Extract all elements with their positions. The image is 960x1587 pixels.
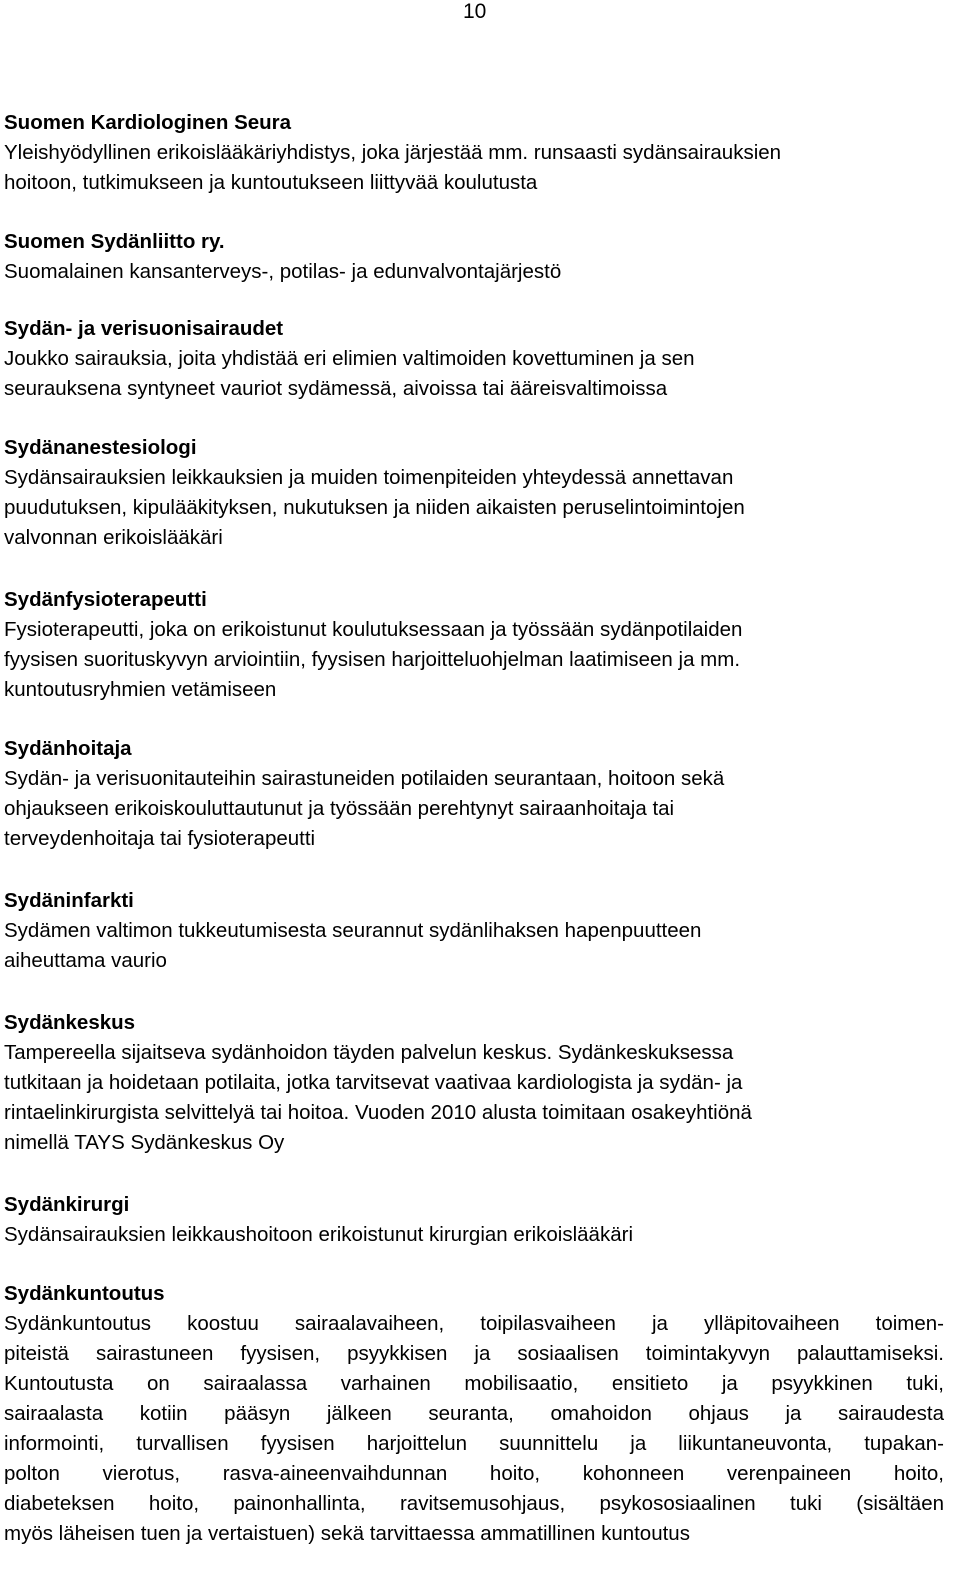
glossary-entry	[4, 1279, 944, 1549]
definition-line: Suomalainen kansanterveys-, potilas- ja edunvalvontajärjestö	[4, 260, 562, 283]
definition-line: valvonnan erikoislääkäri	[4, 526, 223, 549]
glossary-term: Sydänkuntoutus	[4, 1282, 165, 1305]
definition-line: myös läheisen tuen ja vertaistuen) sekä tarvittaessa ammatillinen kuntoutus	[4, 1522, 690, 1545]
definition-line: piteistä sairastuneen fyysisen, psyykkisen ja sosiaalisen toimintakyvyn palauttamiseksi.	[4, 1342, 944, 1365]
definition-line: hoitoon, tutkimukseen ja kuntoutukseen liittyvää koulutusta	[4, 171, 538, 194]
glossary-entry	[4, 734, 724, 854]
definition-line: Sydänsairauksien leikkauksien ja muiden toimenpiteiden yhteydessä annettavan	[4, 466, 734, 489]
definition-line: Sydänsairauksien leikkaushoitoon erikoistunut kirurgian erikoislääkäri	[4, 1223, 633, 1246]
definition-line: rintaelinkirurgista selvittelyä tai hoitoa. Vuoden 2010 alusta toimitaan osakeyhtiönä	[4, 1101, 752, 1124]
glossary-term: Suomen Kardiologinen Seura	[4, 111, 292, 134]
glossary-term: Sydänkirurgi	[4, 1193, 130, 1216]
glossary-term: Sydäninfarkti	[4, 889, 134, 912]
glossary-entry	[4, 108, 781, 198]
definition-line: informointi, turvallisen fyysisen harjoittelun suunnittelu ja liikuntaneuvonta, tupakan-	[4, 1432, 944, 1455]
glossary-entry	[4, 886, 701, 976]
definition-line: Kuntoutusta on sairaalassa varhainen mobilisaatio, ensitieto ja psyykkinen tuki,	[4, 1372, 944, 1395]
definition-line: nimellä TAYS Sydänkeskus Oy	[4, 1131, 285, 1154]
definition-line: Fysioterapeutti, joka on erikoistunut koulutuksessaan ja työssään sydänpotilaiden	[4, 618, 743, 641]
glossary-entry	[4, 1008, 752, 1158]
definition-line: aiheuttama vaurio	[4, 949, 167, 972]
definition-line: Tampereella sijaitseva sydänhoidon täyden palvelun keskus. Sydänkeskuksessa	[4, 1041, 734, 1064]
definition-line: sairaalasta kotiin pääsyn jälkeen seuranta, omahoidon ohjaus ja sairaudesta	[4, 1402, 944, 1425]
page-number: 10	[463, 0, 487, 23]
definition-line: Sydänkuntoutus koostuu sairaalavaiheen, toipilasvaiheen ja ylläpitovaiheen toimen-	[4, 1312, 944, 1335]
definition-line: diabeteksen hoito, painonhallinta, ravitsemusohjaus, psykososiaalinen tuki (sisältäen	[4, 1492, 944, 1515]
glossary-term: Sydänfysioterapeutti	[4, 588, 207, 611]
definition-line: fyysisen suorituskyvyn arviointiin, fyysisen harjoitteluohjelman laatimiseen ja mm.	[4, 648, 741, 671]
definition-line: puudutuksen, kipulääkityksen, nukutuksen ja niiden aikaisten peruselintoimintojen	[4, 496, 745, 519]
glossary-term: Sydän- ja verisuonisairaudet	[4, 317, 284, 340]
definition-line: Yleishyödyllinen erikoislääkäriyhdistys, joka järjestää mm. runsaasti sydänsairauksien	[4, 141, 782, 164]
glossary-entry	[4, 1190, 633, 1250]
definition-line: polton vierotus, rasva-aineenvaihdunnan hoito, kohonneen verenpaineen hoito,	[4, 1462, 944, 1485]
glossary-term: Sydänanestesiologi	[4, 436, 197, 459]
glossary-entry	[4, 314, 695, 404]
glossary-term: Sydänkeskus	[4, 1011, 136, 1034]
definition-line: seurauksena syntyneet vauriot sydämessä, aivoissa tai ääreisvaltimoissa	[4, 377, 668, 400]
glossary-term: Suomen Sydänliitto ry.	[4, 230, 225, 253]
definition-line: Joukko sairauksia, joita yhdistää eri elimien valtimoiden kovettuminen ja sen	[4, 347, 695, 370]
glossary-entry	[4, 585, 742, 705]
definition-line: Sydämen valtimon tukkeutumisesta seurannut sydänlihaksen hapenpuutteen	[4, 919, 702, 942]
glossary-entry	[4, 227, 561, 287]
glossary-entry	[4, 433, 745, 553]
definition-line: ohjaukseen erikoiskouluttautunut ja työssään perehtynyt sairaanhoitaja tai	[4, 797, 675, 820]
definition-line: tutkitaan ja hoidetaan potilaita, jotka tarvitsevat vaativaa kardiologista ja sydän- ja	[4, 1071, 743, 1094]
glossary-term: Sydänhoitaja	[4, 737, 132, 760]
definition-line: Sydän- ja verisuonitauteihin sairastuneiden potilaiden seurantaan, hoitoon sekä	[4, 767, 725, 790]
definition-line: terveydenhoitaja tai fysioterapeutti	[4, 827, 316, 850]
definition-line: kuntoutusryhmien vetämiseen	[4, 678, 277, 701]
